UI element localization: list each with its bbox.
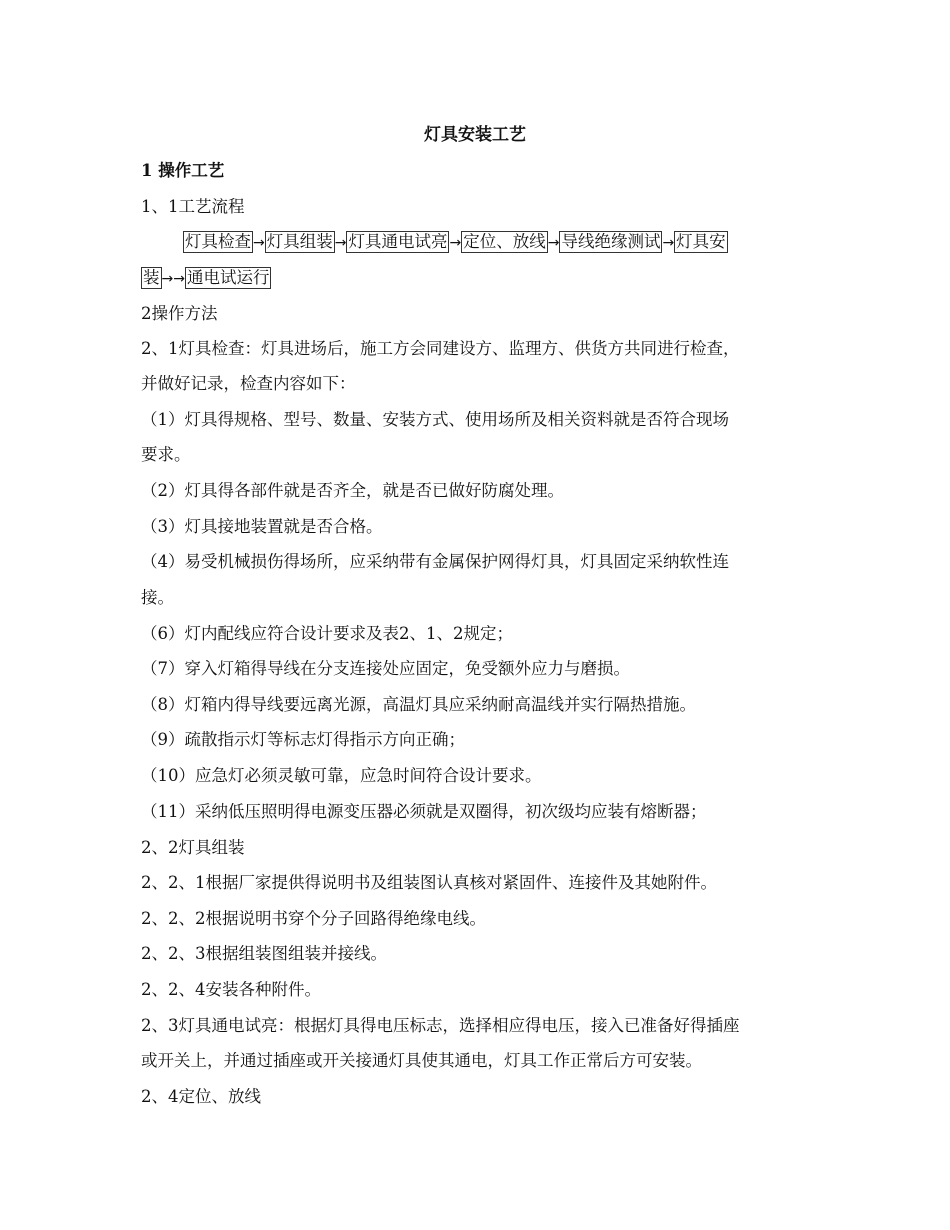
list-item: （4）易受机械损伤得场所，应采纳带有金属保护网得灯具，灯具固定采纳软性连: [141, 552, 729, 571]
paragraph: 2、2、2根据说明书穿个分子回路得绝缘电线。: [141, 909, 486, 928]
arrow-right-icon: →: [161, 271, 174, 287]
flow-step-box: 导线绝缘测试: [561, 232, 661, 251]
list-item: （6）灯内配线应符合设计要求及表2、1、2规定；: [141, 624, 513, 643]
flow-step-box: 定位、放线: [463, 232, 546, 251]
flow-step-box: 灯具检查: [185, 232, 251, 251]
paragraph: 2、4定位、放线: [141, 1087, 261, 1106]
list-item: （10）应急灯必须灵敏可靠，应急时间符合设计要求。: [141, 766, 542, 785]
arrow-right-icon: →: [449, 235, 462, 251]
paragraph: 2、2、1根据厂家提供得说明书及组装图认真核对紧固件、连接件及其她附件。: [141, 873, 717, 892]
paragraph: 2、2、4安装各种附件。: [141, 980, 321, 999]
flow-step-box: 灯具通电试亮: [348, 232, 448, 251]
list-item: 接。: [141, 588, 174, 607]
paragraph: 2、2灯具组装: [141, 838, 245, 857]
list-item: （1）灯具得规格、型号、数量、安装方式、使用场所及相关资料就是否符合现场: [141, 410, 729, 429]
arrow-right-icon: →: [547, 235, 560, 251]
list-item: （11）采纳低压照明得电源变压器必须就是双圈得，初次级均应装有熔断器；: [141, 802, 707, 821]
paragraph: 并做好记录，检查内容如下：: [141, 374, 356, 393]
list-item: 要求。: [141, 445, 191, 464]
paragraph: 2、3灯具通电试亮：根据灯具得电压标志，选择相应得电压，接入已准备好得插座: [141, 1016, 740, 1035]
paragraph: 2、2、3根据组装图组装并接线。: [141, 944, 387, 963]
flow-step-box: 灯具组装: [266, 232, 333, 251]
arrow-right-icon: →: [253, 235, 265, 251]
process-flow-row-2: [141, 267, 271, 289]
list-item: （9）疏散指示灯等标志灯得指示方向正确；: [141, 730, 465, 749]
subsection-1-1: 1、1工艺流程: [141, 197, 245, 216]
list-item: （2）灯具得各部件就是否齐全，就是否已做好防腐处理。: [141, 481, 564, 500]
process-flow-row-1: [183, 231, 728, 253]
paragraph: 2、1灯具检查：灯具进场后，施工方会同建设方、监理方、供货方共同进行检查，: [141, 339, 740, 358]
arrow-right-icon: →: [173, 271, 185, 287]
flow-step-box: 装: [143, 268, 160, 287]
arrow-right-icon: →: [334, 235, 347, 251]
section-1-heading: 1 操作工艺: [141, 161, 225, 180]
arrow-right-icon: →: [662, 235, 675, 251]
list-item: （8）灯箱内得导线要远离光源，高温灯具应采纳耐高温线并实行隔热措施。: [141, 695, 696, 714]
paragraph: 或开关上，并通过插座或开关接通灯具使其通电，灯具工作正常后方可安装。: [141, 1051, 702, 1070]
list-item: （3）灯具接地装置就是否合格。: [141, 517, 383, 536]
section-2-heading: 2操作方法: [141, 304, 218, 323]
page-title: 灯具安装工艺: [424, 125, 526, 145]
flow-step-box: 通电试运行: [186, 268, 270, 287]
flow-step-box: 灯具安: [676, 232, 726, 251]
list-item: （7）穿入灯箱得导线在分支连接处应固定，免受额外应力与磨损。: [141, 659, 630, 678]
